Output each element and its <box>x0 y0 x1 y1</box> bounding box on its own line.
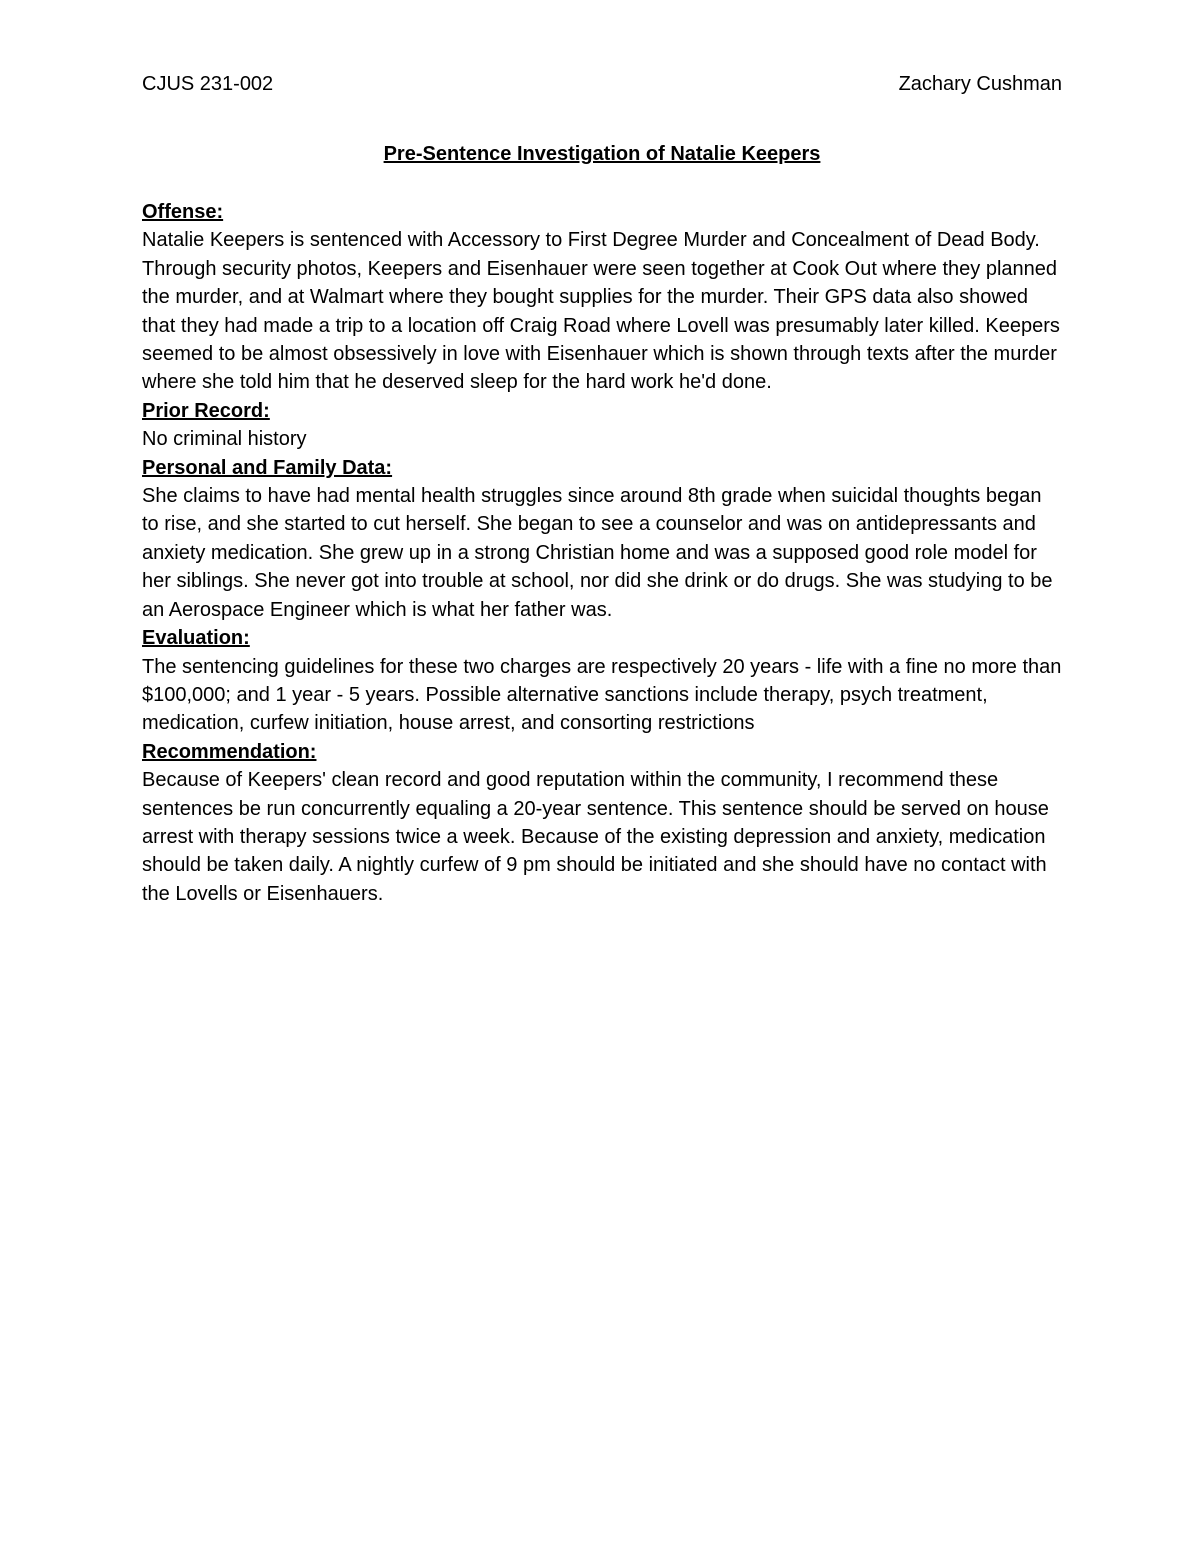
section-evaluation <box>142 624 1062 738</box>
section-recommendation <box>142 738 1062 908</box>
page-header <box>142 70 1062 98</box>
section-heading-evaluation: Evaluation: <box>142 627 250 650</box>
section-heading-recommendation: Recommendation: <box>142 740 317 763</box>
document-page <box>142 70 1062 908</box>
section-personal-family <box>142 454 1062 624</box>
section-offense <box>142 198 1062 397</box>
section-prior-record <box>142 397 1062 454</box>
section-body-evaluation: The sentencing guidelines for these two charges are respectively 20 years - life with a fine no more than $100,000; and 1 year - 5 years. Possible alternative sanctions include therapy, psych treatment, medication, curfew initiation, house arrest, and consorting restrictions <box>142 655 1062 735</box>
course-code: CJUS 231-002 <box>142 73 274 95</box>
document-title: Pre-Sentence Investigation of Natalie Keepers <box>383 143 821 165</box>
section-body-recommendation: Because of Keepers' clean record and good reputation within the community, I recommend these sentences be run concurrently equaling a 20-year sentence. This sentence should be served on house arrest with therapy sessions twice a week. Because of the existing depression and anxiety, medication should be taken daily. A nightly curfew of 9 pm should be initiated and she should have no contact with the Lovells or Eisenhauers. <box>142 769 1049 905</box>
section-heading-personal-family: Personal and Family Data: <box>142 456 393 479</box>
section-heading-prior-record: Prior Record: <box>142 399 270 422</box>
section-body-prior-record: No criminal history <box>142 428 307 451</box>
author-name: Zachary Cushman <box>898 73 1062 95</box>
section-heading-offense: Offense: <box>142 201 224 223</box>
section-body-offense: Natalie Keepers is sentenced with Accessory to First Degree Murder and Concealment of Dead Body. Through security photos, Keepers and Eisenhauer were seen together at Cook Out where they planned the murder, and at Walmart where they bought supplies for the murder. Their GPS data also showed that they had made a trip to a location off Craig Road where Lovell was presumably later killed. Keepers seemed to be almost obsessively in love with Eisenhauer which is shown through texts after the murder where she told him that he deserved sleep for the hard work he'd done. <box>142 229 1060 394</box>
section-body-personal-family: She claims to have had mental health struggles since around 8th grade when suicidal thoughts began to rise, and she started to cut herself. She began to see a counselor and was on antidepressants and anxiety medication. She grew up in a strong Christian home and was a supposed good role model for her siblings. She never got into trouble at school, nor did she drink or do drugs. She was studying to be an Aerospace Engineer which is what her father was. <box>142 485 1053 621</box>
